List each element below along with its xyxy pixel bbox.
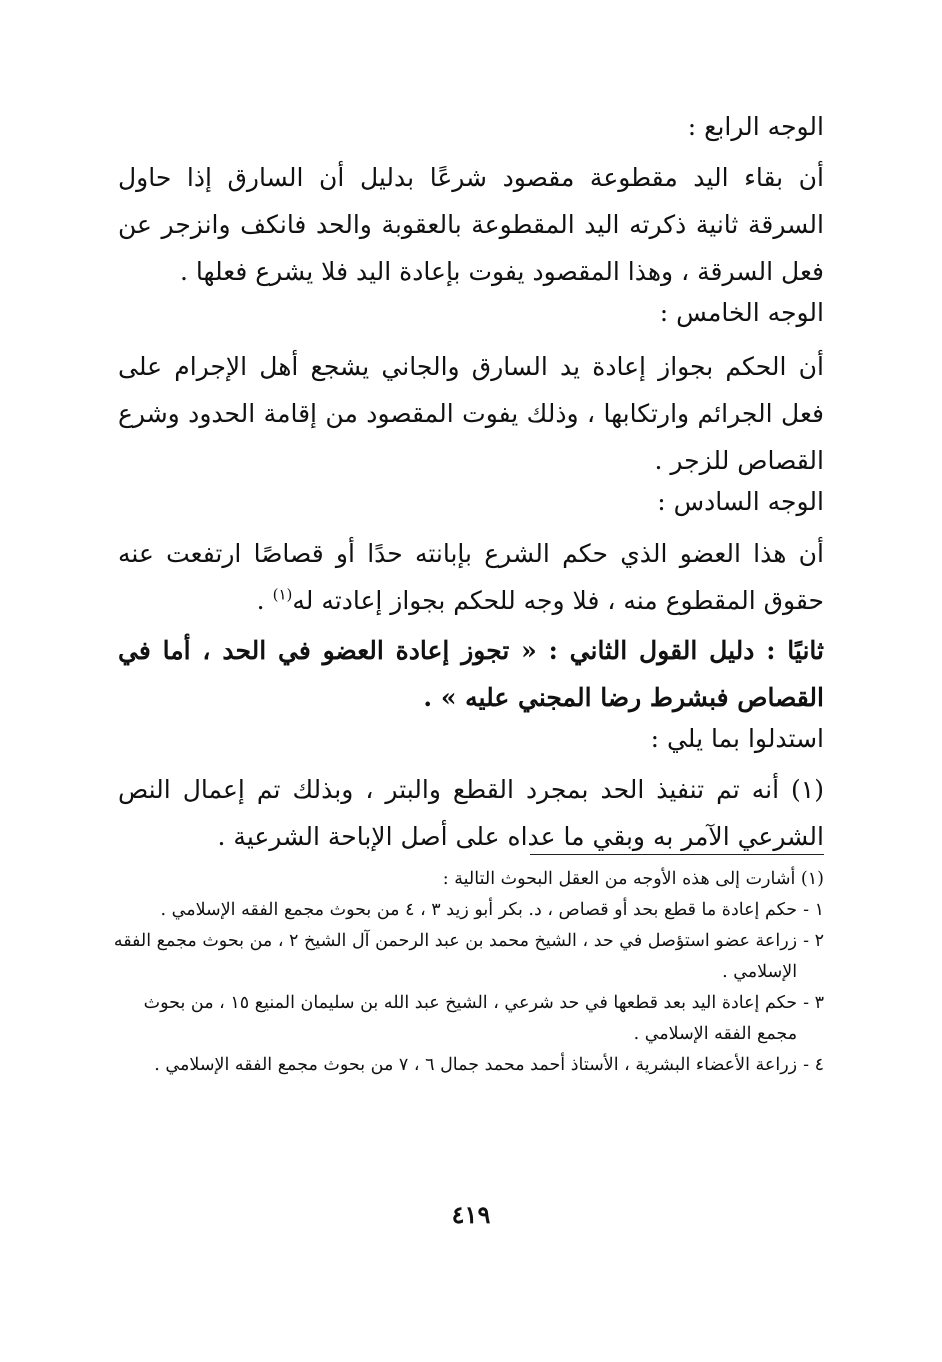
section-4-paragraph: أن بقاء اليد مقطوعة مقصود شرعًا بدليل أن السارق إذا حاول السرقة ثانية ذكرته اليد المقطوعة بالعقوبة والحد فانكف وانزجر عن فعل السرقة ، وهذا المقصود يفوت بإعادة اليد فلا يشرع فعلها . [118, 163, 824, 286]
section-6-text: أن هذا العضو الذي حكم الشرع بإبانته حدًا أو قصاصًا ارتفعت عنه حقوق المقطوع منه ، فلا وجه للحكم بجواز إعادته له [118, 539, 824, 615]
second-opinion-quote: « تجوز إعادة العضو في الحد ، أما في القصاص فبشرط رضا المجني عليه » . [118, 636, 824, 712]
footnote-item-text: حكم إعادة ما قطع بحد أو قصاص ، د. بكر أبو زيد ٣ ، ٤ من بحوث مجمع الفقه الإسلامي . [160, 900, 798, 920]
second-opinion-paragraph [118, 627, 824, 721]
section-6-paragraph [118, 530, 824, 624]
footnote-item [112, 926, 824, 988]
footnote-divider [530, 854, 824, 855]
page-number: ٤١٩ [451, 1200, 491, 1229]
footnote-item-number: ١ - [803, 900, 824, 920]
footnote-item-number: ٣ - [803, 993, 824, 1013]
footnote-item-text: حكم إعادة اليد بعد قطعها في حد شرعي ، الشيخ عبد الله بن سليمان المنيع ١٥ ، من بحوث مجمع الفقه الإسلامي . [143, 993, 798, 1044]
section-5-paragraph: أن الحكم بجواز إعادة يد السارق والجاني يشجع أهل الإجرام على فعل الجرائم وارتكابها ، وذلك يفوت المقصود من إقامة الحدود وشرع القصاص للزجر . [118, 352, 824, 475]
evidence-item-1: (١) أنه تم تنفيذ الحد بمجرد القطع والبتر ، وبذلك تم إعمال النص الشرعي الآمر به وبقي ما عداه على أصل الإباحة الشرعية . [118, 775, 824, 851]
footnote-reference: (١) [272, 585, 293, 604]
footnote-item [112, 1050, 824, 1081]
second-opinion-lead: ثانيًا : دليل القول الثاني : [548, 636, 824, 665]
section-4-heading: الوجه الرابع : [687, 112, 824, 141]
section-6-heading: الوجه السادس : [657, 487, 824, 516]
footnote-item-number: ٤ - [803, 1055, 824, 1075]
footnote-item-text: زراعة الأعضاء البشرية ، الأستاذ أحمد محمد جمال ٦ ، ٧ من بحوث مجمع الفقه الإسلامي . [154, 1055, 798, 1075]
footnote-item-number: ٢ - [803, 931, 824, 951]
footnote-item [112, 988, 824, 1050]
section-6-tail: . [256, 586, 273, 615]
evidence-heading: استدلوا بما يلي : [650, 724, 824, 753]
footnote-item-text: زراعة عضو استؤصل في حد ، الشيخ محمد بن عبد الرحمن آل الشيخ ٢ ، من بحوث مجمع الفقه الإسلامي . [113, 931, 798, 982]
footnotes [112, 864, 824, 1081]
section-5-heading: الوجه الخامس : [659, 298, 824, 327]
footnote-intro: (١) أشارت إلى هذه الأوجه من العقل البحوث التالية : [442, 869, 824, 889]
footnote-item [112, 895, 824, 926]
